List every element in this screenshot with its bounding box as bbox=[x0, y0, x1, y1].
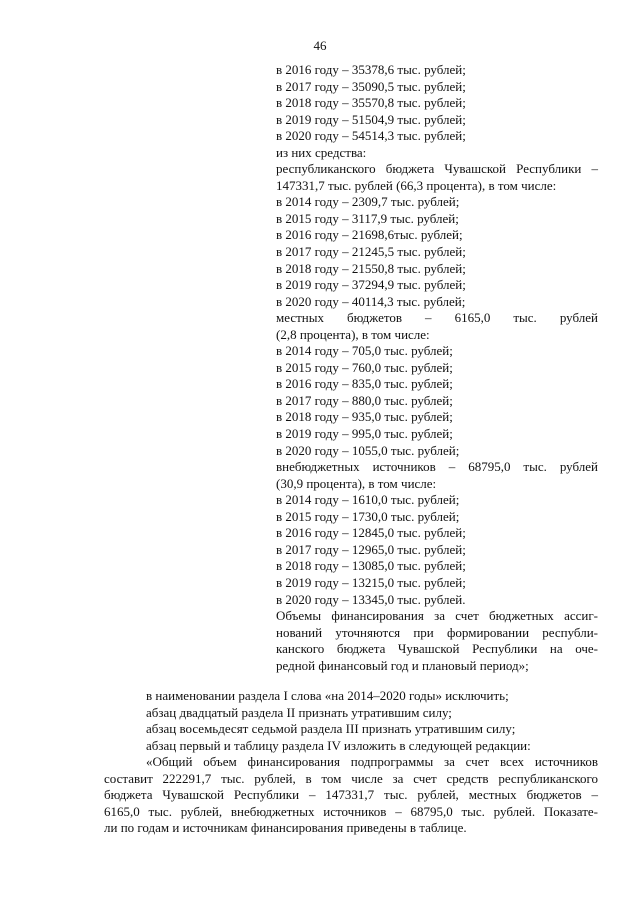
funding-breakdown-column bbox=[276, 62, 598, 674]
text-line: в 2016 году – 21698,6тыс. рублей; bbox=[276, 227, 463, 243]
text-line: Объемы финансирования за счет бюджетных ассиг- bbox=[276, 608, 598, 624]
text-line: в 2015 году – 1730,0 тыс. рублей; bbox=[276, 508, 460, 524]
text-line: в 2019 году – 37294,9 тыс. рублей; bbox=[276, 277, 466, 293]
text-line: республиканского бюджета Чувашской Республики – bbox=[276, 161, 598, 177]
text-line: в 2018 году – 935,0 тыс. рублей; bbox=[276, 409, 453, 425]
text-line: из них средства: bbox=[276, 144, 367, 160]
text-line: в 2014 году – 1610,0 тыс. рублей; bbox=[276, 492, 460, 508]
text-line: в 2017 году – 12965,0 тыс. рублей; bbox=[276, 541, 466, 557]
text-line: редной финансовый год и плановый период»; bbox=[276, 657, 529, 673]
text-line: в 2018 году – 35570,8 тыс. рублей; bbox=[276, 95, 466, 111]
text-line: (30,9 процента), в том числе: bbox=[276, 475, 437, 491]
text-line: ли по годам и источникам финансирования приведены в таблице. bbox=[104, 820, 467, 836]
text-line: в 2020 году – 40114,3 тыс. рублей; bbox=[276, 293, 466, 309]
text-line: в 2020 году – 13345,0 тыс. рублей. bbox=[276, 591, 466, 607]
text-line: в 2019 году – 51504,9 тыс. рублей; bbox=[276, 111, 466, 127]
text-line: (2,8 процента), в том числе: bbox=[276, 326, 430, 342]
text-line: абзац двадцатый раздела II признать утратившим силу; bbox=[146, 704, 452, 720]
text-line: в 2014 году – 2309,7 тыс. рублей; bbox=[276, 194, 460, 210]
text-line: в 2017 году – 21245,5 тыс. рублей; bbox=[276, 244, 466, 260]
text-line: в наименовании раздела I слова «на 2014–2020 годы» исключить; bbox=[146, 688, 509, 703]
text-line: в 2016 году – 835,0 тыс. рублей; bbox=[276, 376, 453, 392]
text-line: абзац первый и таблицу раздела IV изложить в следующей редакции: bbox=[146, 737, 531, 753]
text-line: внебюджетных источников – 68795,0 тыс. рублей bbox=[276, 459, 598, 475]
text-line: местных бюджетов – 6165,0 тыс. рублей bbox=[276, 310, 598, 326]
text-line: в 2020 году – 54514,3 тыс. рублей; bbox=[276, 128, 466, 144]
text-line: в 2016 году – 12845,0 тыс. рублей; bbox=[276, 525, 466, 541]
text-line: абзац восемьдесят седьмой раздела III признать утратившим силу; bbox=[146, 721, 516, 737]
text-line: в 2020 году – 1055,0 тыс. рублей; bbox=[276, 442, 460, 458]
page-number: 46 bbox=[313, 38, 327, 53]
text-line: в 2018 году – 21550,8 тыс. рублей; bbox=[276, 260, 466, 276]
text-line: в 2016 году – 35378,6 тыс. рублей; bbox=[276, 62, 466, 77]
text-line: составит 222291,7 тыс. рублей, в том числе за счет средств республиканского bbox=[104, 770, 598, 786]
text-line: в 2019 году – 13215,0 тыс. рублей; bbox=[276, 574, 466, 590]
text-line: в 2017 году – 35090,5 тыс. рублей; bbox=[276, 78, 466, 94]
text-line: «Общий объем финансирования подпрограммы за счет всех источников bbox=[146, 754, 598, 770]
text-line: в 2014 году – 705,0 тыс. рублей; bbox=[276, 343, 453, 359]
text-line: в 2015 году – 3117,9 тыс. рублей; bbox=[276, 210, 459, 226]
text-line: 147331,7 тыс. рублей (66,3 процента), в том числе: bbox=[276, 177, 557, 193]
text-line: в 2019 году – 995,0 тыс. рублей; bbox=[276, 426, 453, 442]
text-line: канского бюджета Чувашской Республики на оче- bbox=[276, 641, 598, 657]
text-line: нований уточняются при формировании республи- bbox=[276, 624, 598, 640]
text-line: в 2018 году – 13085,0 тыс. рублей; bbox=[276, 558, 466, 574]
text-line: в 2017 году – 880,0 тыс. рублей; bbox=[276, 392, 453, 408]
amendments-text bbox=[104, 688, 598, 837]
text-line: 6165,0 тыс. рублей, внебюджетных источников – 68795,0 тыс. рублей. Показате- bbox=[104, 803, 598, 819]
text-line: бюджета Чувашской Республики – 147331,7 тыс. рублей, местных бюджетов – bbox=[104, 787, 598, 803]
text-line: в 2015 году – 760,0 тыс. рублей; bbox=[276, 359, 453, 375]
